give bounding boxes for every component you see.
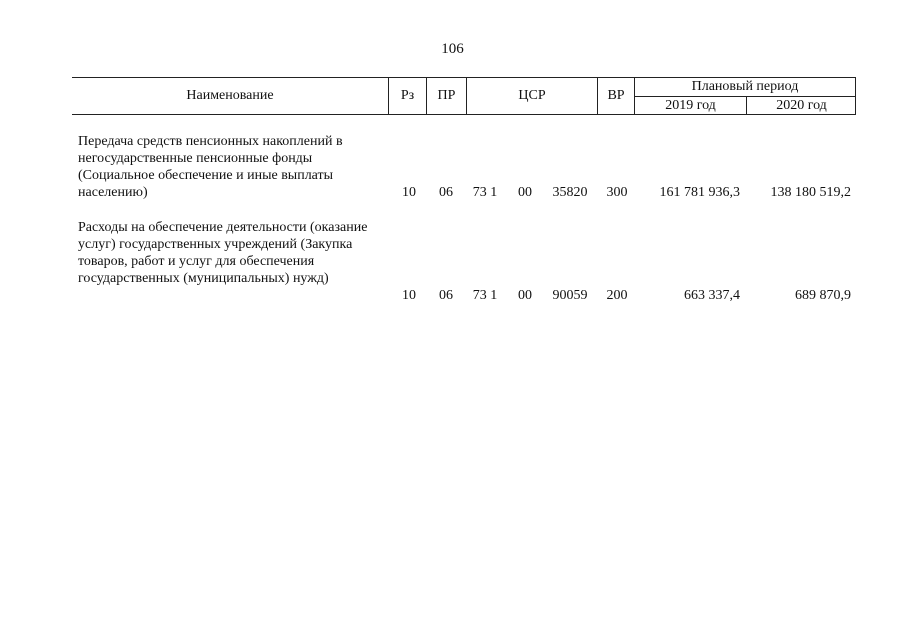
divider [855,78,856,114]
row-rz: 10 [402,185,416,200]
row-csr-direction: 35820 [552,185,588,200]
header-planned-period: Плановый период [691,79,799,94]
header-year-2020: 2020 год [776,97,827,113]
row-value-2020: 138 180 519,2 [770,185,851,200]
table-header [72,77,856,115]
header-rz: Рз [400,88,415,103]
row-vr: 200 [606,288,628,303]
row-csr-program: 73 1 [472,185,498,200]
row-csr-program: 73 1 [472,288,498,303]
table-row [0,133,905,203]
row-csr-direction: 90059 [552,288,588,303]
header-csr: ЦСР [518,88,546,103]
row-name: Расходы на обеспечение деятельности (оказание услуг) государственных учреждений (Закупка товаров, работ и услуг для обеспечения государственных (муниципальных) нужд) [78,220,368,286]
header-name: Наименование [186,88,274,103]
row-value-2020: 689 870,9 [795,288,851,303]
row-value-2019: 663 337,4 [684,288,740,303]
table-row [0,219,905,307]
row-csr-sub: 00 [518,288,532,303]
row-value-2019: 161 781 936,3 [659,185,740,200]
row-name: Передача средств пенсионных накоплений в негосударственные пенсионные фонды (Социальное обеспечение и иные выплаты населению) [78,134,343,200]
row-pr: 06 [439,288,453,303]
page-number: 106 [441,41,464,57]
row-csr-sub: 00 [518,185,532,200]
row-vr: 300 [606,185,628,200]
header-vr: ВР [607,88,625,103]
row-rz: 10 [402,288,416,303]
header-pr: ПР [437,88,456,103]
header-year-2019: 2019 год [665,97,716,113]
row-pr: 06 [439,185,453,200]
